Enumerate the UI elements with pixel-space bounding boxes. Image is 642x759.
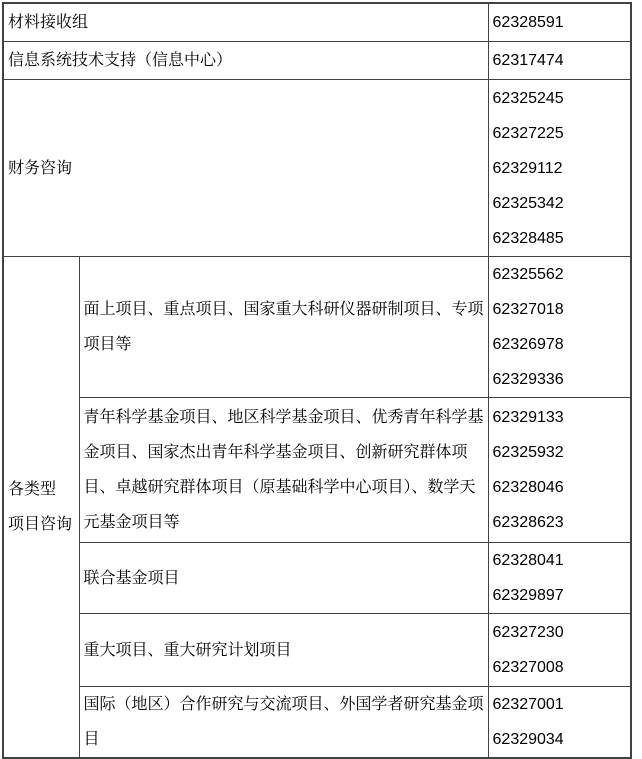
phone-number: 62328041 [492,552,564,569]
table-row [3,543,631,614]
phone-cell [488,42,631,80]
dept-cell: 财务咨询 [3,80,488,257]
phone-number: 62325932 [492,444,564,461]
dept-cell: 信息系统技术支持（信息中心） [3,42,488,80]
phone-number: 62327008 [492,659,564,676]
phone-number: 62328591 [492,14,564,31]
phone-cell [488,80,631,257]
phone-number: 62328046 [492,479,564,496]
phone-number: 62328623 [492,514,564,531]
category-label-line: 各类型 [8,481,57,498]
dept-cell: 材料接收组 [3,3,488,42]
table-row [3,687,631,759]
table-row [3,257,631,398]
contact-table [2,2,632,759]
phone-number: 62329112 [492,159,563,177]
phone-number: 62325342 [492,194,564,212]
phone-number: 62327018 [492,301,564,318]
table-row [3,42,631,80]
project-desc-cell: 青年科学基金项目、地区科学基金项目、优秀青年科学基金项目、国家杰出青年科学基金项目、创新研究群体项目、卓越研究群体项目（原基础科学中心项目）、数学天元基金项目等 [79,398,488,543]
project-desc-cell: 面上项目、重点项目、国家重大科研仪器研制项目、专项项目等 [79,257,488,398]
phone-number: 62325245 [492,89,564,107]
phone-number: 62329133 [492,409,564,426]
table-row [3,398,631,543]
phone-cell [488,398,631,543]
project-desc-cell: 国际（地区）合作研究与交流项目、外国学者研究基金项目 [79,687,488,759]
phone-cell [488,687,631,759]
table-row [3,80,631,257]
phone-number: 62326978 [492,336,564,353]
phone-number: 62327225 [492,124,564,142]
phone-cell [488,3,631,42]
project-desc-cell: 重大项目、重大研究计划项目 [79,614,488,687]
category-label-line: 项目咨询 [8,516,73,533]
phone-cell [488,257,631,398]
phone-cell [488,543,631,614]
phone-number: 62329034 [492,731,564,748]
table-row [3,614,631,687]
category-cell [3,257,79,759]
phone-number: 62327001 [492,696,564,713]
phone-number: 62325562 [492,266,564,283]
phone-number: 62317474 [492,52,564,69]
phone-number: 62329336 [492,371,564,388]
project-desc-cell: 联合基金项目 [79,543,488,614]
phone-number: 62329897 [492,587,564,604]
phone-cell [488,614,631,687]
phone-number: 62328485 [492,229,564,247]
table-row [3,3,631,42]
phone-number: 62327230 [492,624,564,641]
